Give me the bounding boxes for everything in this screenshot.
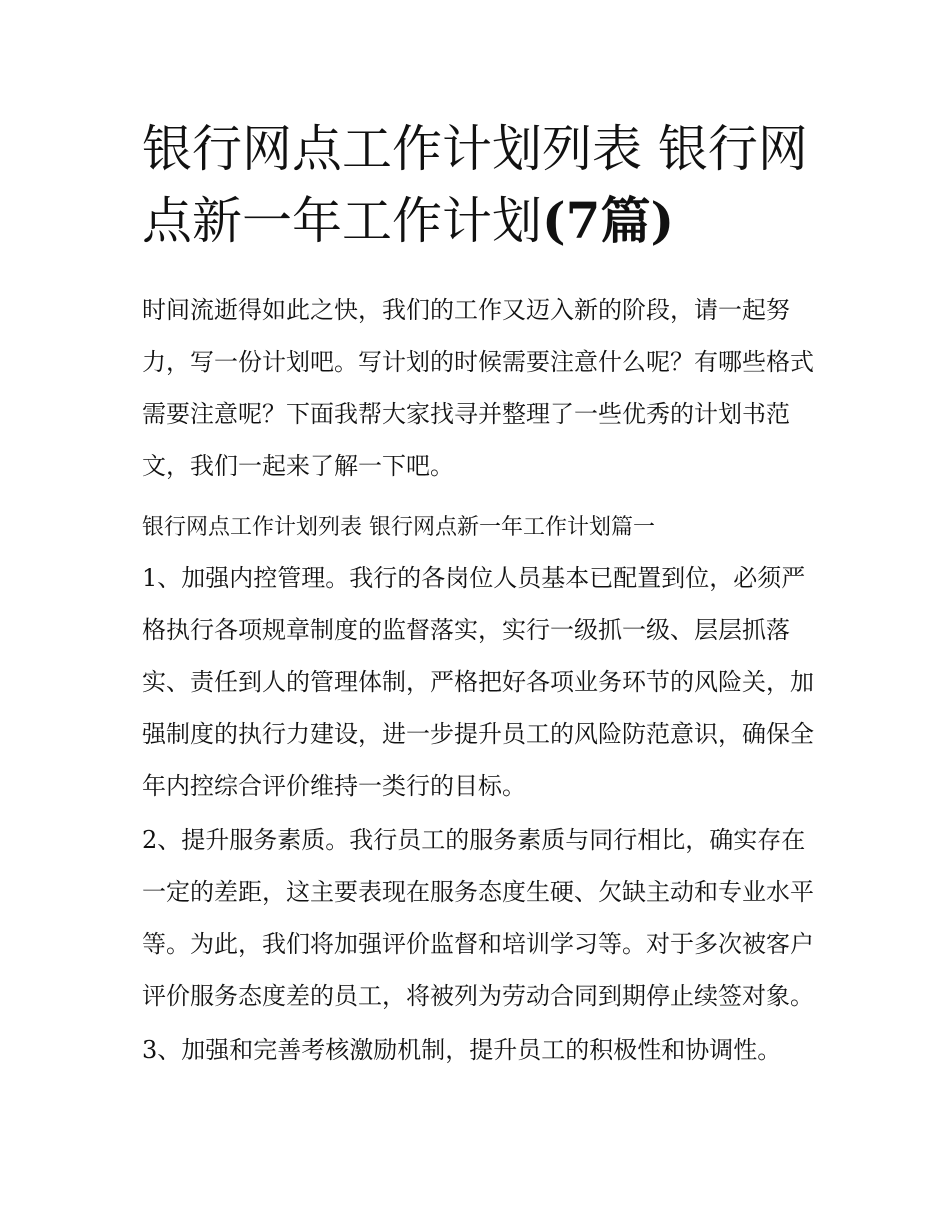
title-line-2-suffix: (7篇) [542,191,675,250]
document-title [142,0,818,257]
title-line-1: 银行网点工作计划列表 银行网 [142,120,808,178]
title-line-2-prefix: 点新一年工作计划 [142,192,542,250]
list-item-1: 1、加强内控管理。我行的各岗位人员基本已配置到位，必须严格执行各项规章制度的监督落实，实行一级抓一级、层层抓落实、责任到人的管理体制，严格把好各项业务环节的风险关，加强制度的执行力建设，进一步提升员工的风险防范意识，确保全年内控综合评价维持一类行的目标。 [142,564,814,800]
section-heading: 银行网点工作计划列表 银行网点新一年工作计划篇一 [142,515,655,540]
list-item-2: 2、提升服务素质。我行员工的服务素质与同行相比，确实存在一定的差距，这主要表现在服务态度生硬、欠缺主动和专业水平等。为此，我们将加强评价监督和培训学习等。对于多次被客户评价服务态度差的员工，将被列为劳动合同到期停止续签对象。 [142,826,814,1010]
list-item-3: 3、加强和完善考核激励机制，提升员工的积极性和协调性。 [142,1036,782,1064]
intro-paragraph: 时间流逝得如此之快，我们的工作又迈入新的阶段，请一起努力，写一份计划吧。写计划的时候需要注意什么呢？有哪些格式需要注意呢？下面我帮大家找寻并整理了一些优秀的计划书范文，我们一起来了解一下吧。 [142,296,814,480]
document-body [142,284,818,1076]
